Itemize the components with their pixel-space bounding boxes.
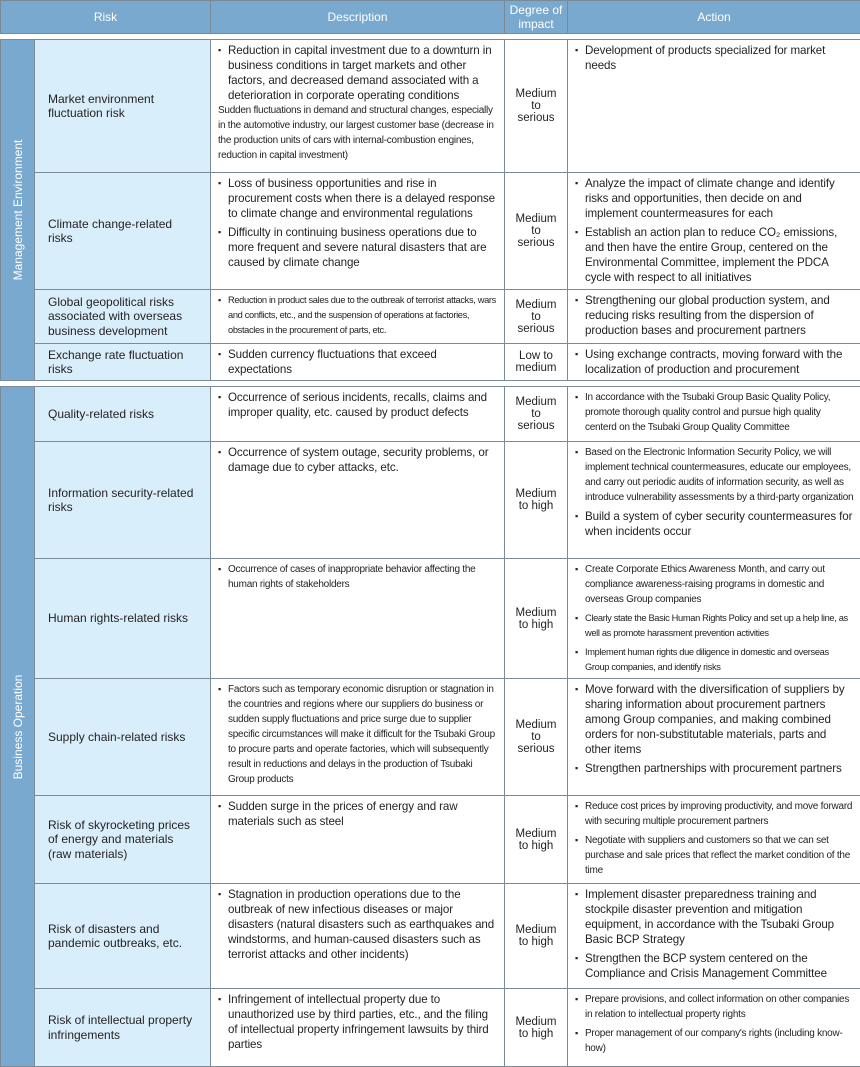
impact-degree: [505, 679, 568, 796]
risk-name: Exchange rate fluctuation risks: [35, 344, 211, 381]
action-item: ▪ Based on the Electronic Information Security Policy, we will implement technical countermeasures, educate our employees, and carry out periodic audits of information security, as well as introduce vulnerability assessments by a third-party organization: [575, 445, 854, 505]
risk-description: [211, 884, 505, 989]
risk-name: Human rights-related risks: [35, 559, 211, 679]
impact-line: to: [505, 311, 567, 323]
impact-line: to: [505, 100, 567, 112]
impact-degree: [505, 884, 568, 989]
impact-line: serious: [505, 237, 567, 249]
impact-line: to: [505, 408, 567, 420]
impact-degree: [505, 173, 568, 290]
risk-action: [568, 387, 860, 442]
action-item: ▪ Prepare provisions, and collect information on other companies in relation to intellectual property rights: [575, 992, 854, 1022]
impact-degree: [505, 387, 568, 442]
table-row: [1, 290, 860, 344]
category-label: Business Operation: [11, 674, 25, 779]
table-header-row: [1, 1, 860, 34]
risk-action: [568, 884, 860, 989]
action-item: ▪ Clearly state the Basic Human Rights Policy and set up a help line, as well as promote harassment prevention activities: [575, 611, 854, 641]
impact-line: serious: [505, 420, 567, 432]
impact-line: to high: [505, 936, 567, 948]
impact-line: medium: [505, 362, 567, 374]
impact-degree: [505, 344, 568, 381]
header-impact-line2: impact: [518, 17, 553, 31]
header-impact: [505, 1, 568, 34]
impact-line: to high: [505, 500, 567, 512]
table-row: [1, 387, 860, 442]
description-item: ▪ Loss of business opportunities and rise in procurement costs when there is a delayed response to climate change and environmental regulations: [218, 176, 498, 221]
impact-line: Low to: [505, 350, 567, 362]
table-row: [1, 796, 860, 884]
description-item: ▪ Sudden currency fluctuations that exceed expectations: [218, 347, 498, 377]
description-item: ▪ Occurrence of serious incidents, recalls, claims and improper quality, etc. caused by product defects: [218, 390, 498, 420]
table-row: [1, 884, 860, 989]
impact-degree: [505, 796, 568, 884]
action-item: ▪ Using exchange contracts, moving forward with the localization of production and procurement: [575, 347, 854, 377]
description-item: ▪ Reduction in product sales due to the outbreak of terrorist attacks, wars and conflicts, etc., and the suspension of operations at factories, obstacles in the procurement of parts, etc.: [218, 293, 498, 338]
table-row: [1, 173, 860, 290]
risk-name: Market environment fluctuation risk: [35, 40, 211, 173]
impact-degree: [505, 290, 568, 344]
table-row: [1, 559, 860, 679]
category-business-operation: [1, 387, 35, 1067]
risk-name: Global geopolitical risks associated with overseas business development: [35, 290, 211, 344]
action-item: ▪ Create Corporate Ethics Awareness Month, and carry out compliance awareness-raising programs in domestic and overseas Group companies: [575, 562, 854, 607]
action-item: ▪ Analyze the impact of climate change and identify risks and opportunities, then decide on and implement countermeasures for each: [575, 176, 854, 221]
risk-description: [211, 387, 505, 442]
impact-line: serious: [505, 323, 567, 335]
impact-line: Medium: [505, 607, 567, 619]
description-item: ▪ Occurrence of cases of inappropriate behavior affecting the human rights of stakeholders: [218, 562, 498, 592]
category-management-environment: [1, 40, 35, 381]
risk-action: [568, 290, 860, 344]
risk-action: [568, 679, 860, 796]
risk-description: [211, 344, 505, 381]
action-item: ▪ Implement human rights due diligence in domestic and overseas Group companies, and identify risks: [575, 645, 854, 675]
risk-name: Risk of skyrocketing prices of energy and materials (raw materials): [35, 796, 211, 884]
header-risk: Risk: [1, 1, 211, 34]
impact-line: to high: [505, 840, 567, 852]
impact-line: Medium: [505, 828, 567, 840]
description-item: ▪ Infringement of intellectual property due to unauthorized use by third parties, etc., and the filing of intellectual property infringement lawsuits by third parties: [218, 992, 498, 1052]
risk-action: [568, 559, 860, 679]
impact-line: to high: [505, 619, 567, 631]
action-item: ▪ In accordance with the Tsubaki Group Basic Quality Policy, promote thorough quality control and pursue high quality centerd on the Tsubaki Group Quality Committee: [575, 390, 854, 435]
risk-description: [211, 40, 505, 173]
impact-line: Medium: [505, 1016, 567, 1028]
table-row: [1, 344, 860, 381]
risk-description: [211, 679, 505, 796]
risk-description: [211, 290, 505, 344]
impact-degree: [505, 559, 568, 679]
risk-name: Climate change-related risks: [35, 173, 211, 290]
header-description: Description: [211, 1, 505, 34]
risk-description: [211, 796, 505, 884]
risk-name: Supply chain-related risks: [35, 679, 211, 796]
action-item: ▪ Development of products specialized for market needs: [575, 43, 854, 73]
risk-name: Risk of disasters and pandemic outbreaks, etc.: [35, 884, 211, 989]
impact-line: to: [505, 225, 567, 237]
description-item: ▪ Sudden surge in the prices of energy and raw materials such as steel: [218, 799, 498, 829]
impact-line: Medium: [505, 299, 567, 311]
action-item: ▪ Move forward with the diversification of suppliers by sharing information about procurement partners among Group companies, and making combined orders for non-substitutable materials, parts and other items: [575, 682, 854, 757]
impact-line: serious: [505, 743, 567, 755]
action-item: ▪ Implement disaster preparedness training and stockpile disaster prevention and mitigation equipment, in accordance with the Tsubaki Group Basic BCP Strategy: [575, 887, 854, 947]
impact-degree: [505, 442, 568, 559]
risk-description: [211, 442, 505, 559]
impact-line: Medium: [505, 396, 567, 408]
description-item: ▪ Stagnation in production operations due to the outbreak of new infectious diseases or major disasters (natural disasters such as earthquakes and windstorms, and human-caused disasters such as terrorist attacks and other incidents): [218, 887, 498, 962]
risk-name: Risk of intellectual property infringements: [35, 989, 211, 1067]
impact-line: Medium: [505, 488, 567, 500]
description-item: ▪ Reduction in capital investment due to a downturn in business conditions in target markets and other factors, and decreased demand associated with a deterioration in corporate operating conditions: [218, 43, 498, 103]
risk-description: [211, 989, 505, 1067]
impact-degree: [505, 989, 568, 1067]
risk-action: [568, 344, 860, 381]
impact-degree: [505, 40, 568, 173]
impact-line: Medium: [505, 88, 567, 100]
action-item: ▪ Strengthen partnerships with procurement partners: [575, 761, 854, 776]
action-item: ▪ Strengthen the BCP system centered on the Compliance and Crisis Management Committee: [575, 951, 854, 981]
action-item: ▪ Negotiate with suppliers and customers so that we can set purchase and sale prices that reflect the market condition of the time: [575, 833, 854, 878]
impact-line: serious: [505, 112, 567, 124]
description-item: ▪ Occurrence of system outage, security problems, or damage due to cyber attacks, etc.: [218, 445, 498, 475]
description-subtext: Sudden fluctuations in demand and structural changes, especially in the automotive industry, our largest customer base (decrease in the production units of cars with internal-combustion engines, reduction in capital investment): [218, 103, 498, 163]
description-item: ▪ Difficulty in continuing business operations due to more frequent and severe natural disasters that are caused by climate change: [218, 225, 498, 270]
action-item: ▪ Proper management of our company's rights (including know-how): [575, 1026, 854, 1056]
risk-description: [211, 173, 505, 290]
table-row: [1, 989, 860, 1067]
category-label: Management Environment: [11, 140, 25, 281]
risk-name: Quality-related risks: [35, 387, 211, 442]
action-item: ▪ Build a system of cyber security countermeasures for when incidents occur: [575, 509, 854, 539]
action-item: ▪ Establish an action plan to reduce CO₂ emissions, and then have the entire Group, centered on the Environmental Committee, implement the PDCA cycle with respect to all initiatives: [575, 225, 854, 285]
action-item: ▪ Strengthening our global production system, and reducing risks resulting from the dispersion of production bases and procurement partners: [575, 293, 854, 338]
description-item: ▪ Factors such as temporary economic disruption or stagnation in the countries and regions where our suppliers do business or sudden supply fluctuations and price surge due to supplier specific circumstances will make it difficult for the Tsubaki Group to procure parts and operate factories, which will subsequently result in reductions and delays in the production of Tsubaki Group products: [218, 682, 498, 787]
risk-name: Information security-related risks: [35, 442, 211, 559]
risk-action: [568, 173, 860, 290]
impact-line: to high: [505, 1028, 567, 1040]
impact-line: Medium: [505, 924, 567, 936]
risk-action: [568, 442, 860, 559]
risk-action: [568, 989, 860, 1067]
action-item: ▪ Reduce cost prices by improving productivity, and move forward with securing multiple procurement partners: [575, 799, 854, 829]
impact-line: to: [505, 731, 567, 743]
table-row: [1, 40, 860, 173]
risk-action: [568, 40, 860, 173]
header-impact-line1: Degree of: [510, 3, 563, 17]
header-action: Action: [568, 1, 860, 34]
risk-description: [211, 559, 505, 679]
table-row: [1, 679, 860, 796]
impact-line: Medium: [505, 213, 567, 225]
impact-line: Medium: [505, 719, 567, 731]
table-row: [1, 442, 860, 559]
risk-action: [568, 796, 860, 884]
